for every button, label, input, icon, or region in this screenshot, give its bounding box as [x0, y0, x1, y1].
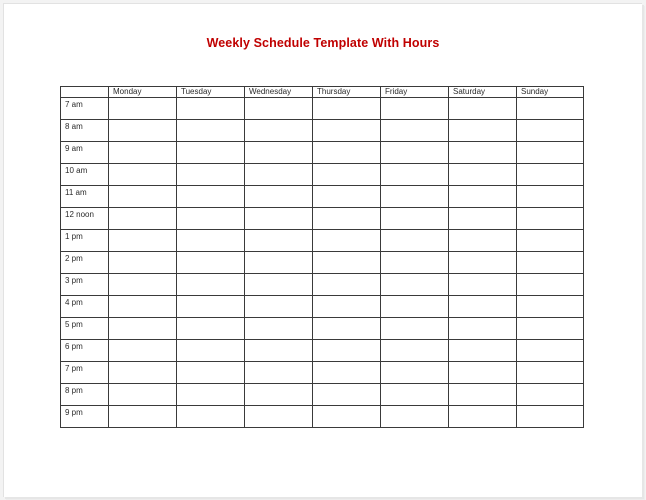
table-row	[61, 142, 584, 164]
corner-cell	[61, 87, 109, 98]
hour-label: 6 pm	[61, 340, 109, 362]
schedule-cell-tuesday[interactable]	[177, 230, 245, 252]
schedule-cell-friday[interactable]	[381, 120, 449, 142]
hour-label: 8 am	[61, 120, 109, 142]
schedule-cell-saturday[interactable]	[449, 274, 517, 296]
schedule-cell-monday[interactable]	[109, 164, 177, 186]
schedule-cell-saturday[interactable]	[449, 230, 517, 252]
schedule-cell-tuesday[interactable]	[177, 318, 245, 340]
schedule-cell-monday[interactable]	[109, 186, 177, 208]
hour-label: 9 am	[61, 142, 109, 164]
schedule-cell-friday[interactable]	[381, 296, 449, 318]
schedule-cell-tuesday[interactable]	[177, 296, 245, 318]
schedule-cell-wednesday[interactable]	[245, 274, 313, 296]
weekly-schedule-table	[60, 86, 584, 428]
schedule-cell-friday[interactable]	[381, 252, 449, 274]
schedule-cell-wednesday[interactable]	[245, 142, 313, 164]
schedule-cell-sunday[interactable]	[517, 362, 584, 384]
schedule-cell-wednesday[interactable]	[245, 120, 313, 142]
schedule-cell-wednesday[interactable]	[245, 384, 313, 406]
schedule-cell-saturday[interactable]	[449, 98, 517, 120]
day-header-wednesday: Wednesday	[245, 87, 313, 98]
schedule-cell-wednesday[interactable]	[245, 406, 313, 428]
hour-label: 12 noon	[61, 208, 109, 230]
day-header-saturday: Saturday	[449, 87, 517, 98]
schedule-cell-saturday[interactable]	[449, 142, 517, 164]
schedule-cell-sunday[interactable]	[517, 164, 584, 186]
schedule-cell-saturday[interactable]	[449, 340, 517, 362]
table-row	[61, 186, 584, 208]
schedule-cell-friday[interactable]	[381, 164, 449, 186]
schedule-cell-friday[interactable]	[381, 230, 449, 252]
schedule-cell-sunday[interactable]	[517, 274, 584, 296]
schedule-cell-monday[interactable]	[109, 230, 177, 252]
table-row	[61, 98, 584, 120]
schedule-cell-monday[interactable]	[109, 340, 177, 362]
schedule-cell-monday[interactable]	[109, 406, 177, 428]
schedule-cell-tuesday[interactable]	[177, 252, 245, 274]
schedule-cell-wednesday[interactable]	[245, 208, 313, 230]
hour-label: 11 am	[61, 186, 109, 208]
schedule-cell-thursday[interactable]	[313, 340, 381, 362]
schedule-cell-thursday[interactable]	[313, 362, 381, 384]
header-row	[61, 87, 584, 98]
schedule-cell-saturday[interactable]	[449, 164, 517, 186]
schedule-cell-friday[interactable]	[381, 384, 449, 406]
table-row	[61, 252, 584, 274]
schedule-cell-sunday[interactable]	[517, 208, 584, 230]
schedule-cell-thursday[interactable]	[313, 274, 381, 296]
schedule-cell-tuesday[interactable]	[177, 340, 245, 362]
day-header-sunday: Sunday	[517, 87, 584, 98]
schedule-cell-tuesday[interactable]	[177, 98, 245, 120]
schedule-cell-thursday[interactable]	[313, 230, 381, 252]
schedule-cell-wednesday[interactable]	[245, 340, 313, 362]
table-row	[61, 406, 584, 428]
schedule-cell-monday[interactable]	[109, 142, 177, 164]
schedule-cell-sunday[interactable]	[517, 384, 584, 406]
table-row	[61, 120, 584, 142]
schedule-cell-sunday[interactable]	[517, 98, 584, 120]
schedule-cell-saturday[interactable]	[449, 186, 517, 208]
schedule-cell-sunday[interactable]	[517, 230, 584, 252]
hour-label: 4 pm	[61, 296, 109, 318]
schedule-cell-monday[interactable]	[109, 208, 177, 230]
schedule-cell-friday[interactable]	[381, 98, 449, 120]
schedule-cell-saturday[interactable]	[449, 208, 517, 230]
schedule-cell-friday[interactable]	[381, 142, 449, 164]
table-row	[61, 384, 584, 406]
schedule-cell-wednesday[interactable]	[245, 164, 313, 186]
schedule-cell-saturday[interactable]	[449, 406, 517, 428]
schedule-cell-sunday[interactable]	[517, 296, 584, 318]
day-header-tuesday: Tuesday	[177, 87, 245, 98]
schedule-cell-monday[interactable]	[109, 98, 177, 120]
table-row	[61, 340, 584, 362]
schedule-cell-thursday[interactable]	[313, 208, 381, 230]
schedule-cell-sunday[interactable]	[517, 252, 584, 274]
schedule-cell-thursday[interactable]	[313, 252, 381, 274]
day-header-monday: Monday	[109, 87, 177, 98]
schedule-cell-monday[interactable]	[109, 318, 177, 340]
schedule-cell-thursday[interactable]	[313, 120, 381, 142]
hour-label: 5 pm	[61, 318, 109, 340]
schedule-cell-tuesday[interactable]	[177, 406, 245, 428]
day-header-thursday: Thursday	[313, 87, 381, 98]
schedule-cell-thursday[interactable]	[313, 384, 381, 406]
schedule-cell-saturday[interactable]	[449, 384, 517, 406]
schedule-cell-saturday[interactable]	[449, 296, 517, 318]
schedule-cell-thursday[interactable]	[313, 142, 381, 164]
hour-label: 9 pm	[61, 406, 109, 428]
schedule-cell-tuesday[interactable]	[177, 274, 245, 296]
schedule-cell-friday[interactable]	[381, 186, 449, 208]
schedule-cell-wednesday[interactable]	[245, 362, 313, 384]
table-row	[61, 208, 584, 230]
hour-label: 2 pm	[61, 252, 109, 274]
table-row	[61, 274, 584, 296]
hour-label: 7 am	[61, 98, 109, 120]
table-row	[61, 164, 584, 186]
schedule-cell-thursday[interactable]	[313, 186, 381, 208]
schedule-cell-friday[interactable]	[381, 274, 449, 296]
schedule-cell-friday[interactable]	[381, 406, 449, 428]
schedule-cell-thursday[interactable]	[313, 98, 381, 120]
table-row	[61, 296, 584, 318]
schedule-cell-wednesday[interactable]	[245, 230, 313, 252]
schedule-cell-monday[interactable]	[109, 274, 177, 296]
table-row	[61, 230, 584, 252]
table-row	[61, 318, 584, 340]
schedule-cell-wednesday[interactable]	[245, 98, 313, 120]
schedule-cell-wednesday[interactable]	[245, 296, 313, 318]
schedule-cell-thursday[interactable]	[313, 296, 381, 318]
schedule-cell-tuesday[interactable]	[177, 208, 245, 230]
schedule-cell-sunday[interactable]	[517, 406, 584, 428]
schedule-cell-sunday[interactable]	[517, 318, 584, 340]
schedule-cell-friday[interactable]	[381, 208, 449, 230]
document-title: Weekly Schedule Template With Hours	[206, 36, 440, 50]
schedule-cell-thursday[interactable]	[313, 164, 381, 186]
schedule-cell-tuesday[interactable]	[177, 384, 245, 406]
schedule-cell-saturday[interactable]	[449, 318, 517, 340]
schedule-cell-sunday[interactable]	[517, 340, 584, 362]
schedule-cell-sunday[interactable]	[517, 142, 584, 164]
schedule-cell-thursday[interactable]	[313, 318, 381, 340]
schedule-cell-monday[interactable]	[109, 296, 177, 318]
day-header-friday: Friday	[381, 87, 449, 98]
table-row	[61, 362, 584, 384]
schedule-cell-monday[interactable]	[109, 252, 177, 274]
schedule-cell-thursday[interactable]	[313, 406, 381, 428]
schedule-cell-saturday[interactable]	[449, 252, 517, 274]
schedule-cell-monday[interactable]	[109, 120, 177, 142]
schedule-cell-monday[interactable]	[109, 362, 177, 384]
hour-label: 8 pm	[61, 384, 109, 406]
schedule-cell-tuesday[interactable]	[177, 164, 245, 186]
hour-label: 1 pm	[61, 230, 109, 252]
schedule-cell-tuesday[interactable]	[177, 142, 245, 164]
schedule-cell-wednesday[interactable]	[245, 186, 313, 208]
schedule-cell-tuesday[interactable]	[177, 120, 245, 142]
schedule-cell-friday[interactable]	[381, 340, 449, 362]
schedule-cell-friday[interactable]	[381, 318, 449, 340]
schedule-cell-saturday[interactable]	[449, 362, 517, 384]
schedule-cell-friday[interactable]	[381, 362, 449, 384]
schedule-cell-tuesday[interactable]	[177, 186, 245, 208]
schedule-cell-sunday[interactable]	[517, 186, 584, 208]
schedule-cell-wednesday[interactable]	[245, 252, 313, 274]
hour-label: 3 pm	[61, 274, 109, 296]
schedule-cell-saturday[interactable]	[449, 120, 517, 142]
hour-label: 7 pm	[61, 362, 109, 384]
schedule-cell-monday[interactable]	[109, 384, 177, 406]
hour-label: 10 am	[61, 164, 109, 186]
schedule-cell-sunday[interactable]	[517, 120, 584, 142]
schedule-cell-tuesday[interactable]	[177, 362, 245, 384]
schedule-cell-wednesday[interactable]	[245, 318, 313, 340]
